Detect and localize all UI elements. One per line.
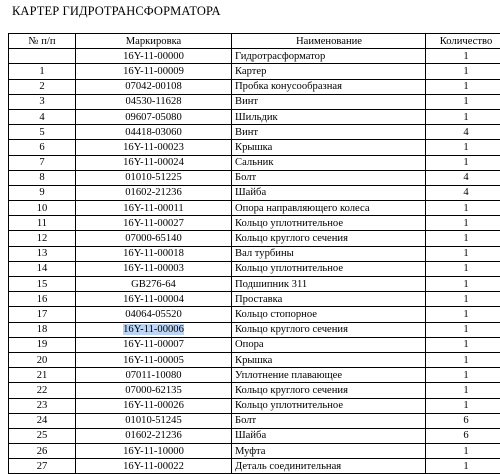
quantity-cell: 1 <box>426 155 500 170</box>
row-number-cell: 2 <box>9 79 76 94</box>
table-row <box>9 109 500 124</box>
name-cell: Гидротрасформатор <box>232 49 426 64</box>
quantity-cell: 1 <box>426 79 500 94</box>
row-number-cell: 24 <box>9 413 76 428</box>
quantity-cell: 1 <box>426 231 500 246</box>
table-row <box>9 459 500 474</box>
marking-cell: 16Y-11-00011 <box>76 201 232 216</box>
table-row <box>9 140 500 155</box>
row-number-cell: 5 <box>9 125 76 140</box>
row-number-cell: 6 <box>9 140 76 155</box>
table-row <box>9 185 500 200</box>
row-number-cell: 13 <box>9 246 76 261</box>
quantity-cell: 1 <box>426 277 500 292</box>
table-row <box>9 383 500 398</box>
row-number-cell: 25 <box>9 428 76 443</box>
row-number-cell: 22 <box>9 383 76 398</box>
quantity-cell: 1 <box>426 459 500 474</box>
quantity-cell: 1 <box>426 322 500 337</box>
marking-cell: 04530-11628 <box>76 94 232 109</box>
column-header-number: № п/п <box>9 34 76 49</box>
selected-text-highlight[interactable]: 16Y-11-00006 <box>123 324 184 335</box>
row-number-cell: 23 <box>9 398 76 413</box>
name-cell: Крышка <box>232 352 426 367</box>
marking-cell: 07011-10080 <box>76 368 232 383</box>
name-cell: Проставка <box>232 292 426 307</box>
name-cell: Шильдик <box>232 109 426 124</box>
quantity-cell: 1 <box>426 444 500 459</box>
marking-cell: 07000-62135 <box>76 383 232 398</box>
table-row <box>9 277 500 292</box>
row-number-cell: 8 <box>9 170 76 185</box>
table-row <box>9 307 500 322</box>
row-number-cell: 11 <box>9 216 76 231</box>
quantity-cell: 1 <box>426 109 500 124</box>
quantity-cell: 1 <box>426 140 500 155</box>
row-number-cell: 3 <box>9 94 76 109</box>
row-number-cell: 19 <box>9 337 76 352</box>
table-row <box>9 94 500 109</box>
quantity-cell: 1 <box>426 49 500 64</box>
row-number-cell: 18 <box>9 322 76 337</box>
name-cell: Кольцо стопорное <box>232 307 426 322</box>
table-row <box>9 201 500 216</box>
marking-cell: 16Y-11-00022 <box>76 459 232 474</box>
row-number-cell: 16 <box>9 292 76 307</box>
table-row <box>9 261 500 276</box>
marking-cell <box>76 322 232 337</box>
name-cell: Пробка конусообразная <box>232 79 426 94</box>
table-row <box>9 64 500 79</box>
row-number-cell: 14 <box>9 261 76 276</box>
table-row <box>9 428 500 443</box>
marking-cell: 16Y-11-00000 <box>76 49 232 64</box>
quantity-cell: 1 <box>426 94 500 109</box>
name-cell: Кольцо круглого сечения <box>232 322 426 337</box>
marking-cell: GB276-64 <box>76 277 232 292</box>
column-header-marking: Маркировка <box>76 34 232 49</box>
marking-cell: 01010-51245 <box>76 413 232 428</box>
marking-cell: 16Y-11-10000 <box>76 444 232 459</box>
name-cell: Болт <box>232 413 426 428</box>
quantity-cell: 1 <box>426 398 500 413</box>
name-cell: Кольцо уплотнительное <box>232 398 426 413</box>
row-number-cell: 7 <box>9 155 76 170</box>
row-number-cell: 10 <box>9 201 76 216</box>
quantity-cell: 1 <box>426 64 500 79</box>
name-cell: Кольцо уплотнительное <box>232 261 426 276</box>
name-cell: Уплотнение плавающее <box>232 368 426 383</box>
quantity-cell: 1 <box>426 216 500 231</box>
marking-cell: 01602-21236 <box>76 428 232 443</box>
row-number-cell: 26 <box>9 444 76 459</box>
table-row <box>9 337 500 352</box>
table-row <box>9 155 500 170</box>
table-body <box>9 49 500 474</box>
name-cell: Винт <box>232 125 426 140</box>
table-row <box>9 170 500 185</box>
marking-cell: 01010-51225 <box>76 170 232 185</box>
marking-cell: 16Y-11-00023 <box>76 140 232 155</box>
name-cell: Картер <box>232 64 426 79</box>
name-cell: Шайба <box>232 428 426 443</box>
table-row <box>9 444 500 459</box>
marking-cell: 16Y-11-00005 <box>76 352 232 367</box>
document-title: КАРТЕР ГИДРОТРАНСФОРМАТОРА <box>12 4 221 19</box>
table-row <box>9 246 500 261</box>
parts-table <box>8 33 500 474</box>
column-header-name: Наименование <box>232 34 426 49</box>
row-number-cell: 20 <box>9 352 76 367</box>
row-number-cell: 12 <box>9 231 76 246</box>
row-number-cell: 21 <box>9 368 76 383</box>
name-cell: Болт <box>232 170 426 185</box>
quantity-cell: 1 <box>426 246 500 261</box>
marking-cell: 07042-00108 <box>76 79 232 94</box>
name-cell: Кольцо круглого сечения <box>232 383 426 398</box>
table-row <box>9 292 500 307</box>
table-row <box>9 398 500 413</box>
quantity-cell: 1 <box>426 352 500 367</box>
marking-cell: 04064-05520 <box>76 307 232 322</box>
row-number-cell: 17 <box>9 307 76 322</box>
table-row <box>9 231 500 246</box>
marking-cell: 16Y-11-00004 <box>76 292 232 307</box>
table-row <box>9 216 500 231</box>
table-row <box>9 368 500 383</box>
name-cell: Подшипник 311 <box>232 277 426 292</box>
marking-cell: 16Y-11-00026 <box>76 398 232 413</box>
name-cell: Сальник <box>232 155 426 170</box>
marking-cell: 16Y-11-00018 <box>76 246 232 261</box>
quantity-cell: 6 <box>426 413 500 428</box>
name-cell: Деталь соединительная <box>232 459 426 474</box>
row-number-cell <box>9 49 76 64</box>
quantity-cell: 6 <box>426 428 500 443</box>
name-cell: Крышка <box>232 140 426 155</box>
marking-cell: 01602-21236 <box>76 185 232 200</box>
table-header-row <box>9 34 500 49</box>
marking-cell: 16Y-11-00007 <box>76 337 232 352</box>
name-cell: Опора <box>232 337 426 352</box>
table-row <box>9 79 500 94</box>
name-cell: Винт <box>232 94 426 109</box>
name-cell: Муфта <box>232 444 426 459</box>
quantity-cell: 1 <box>426 201 500 216</box>
row-number-cell: 27 <box>9 459 76 474</box>
row-number-cell: 9 <box>9 185 76 200</box>
quantity-cell: 1 <box>426 307 500 322</box>
row-number-cell: 4 <box>9 109 76 124</box>
quantity-cell: 1 <box>426 292 500 307</box>
quantity-cell: 1 <box>426 383 500 398</box>
quantity-cell: 4 <box>426 185 500 200</box>
table-row <box>9 322 500 337</box>
marking-cell: 07000-65140 <box>76 231 232 246</box>
marking-cell: 04418-03060 <box>76 125 232 140</box>
name-cell: Шайба <box>232 185 426 200</box>
table-row <box>9 49 500 64</box>
name-cell: Вал турбины <box>232 246 426 261</box>
quantity-cell: 1 <box>426 261 500 276</box>
table-row <box>9 413 500 428</box>
table-row <box>9 352 500 367</box>
marking-cell: 16Y-11-00009 <box>76 64 232 79</box>
row-number-cell: 1 <box>9 64 76 79</box>
marking-cell: 16Y-11-00027 <box>76 216 232 231</box>
name-cell: Опора направляющего колеса <box>232 201 426 216</box>
row-number-cell: 15 <box>9 277 76 292</box>
name-cell: Кольцо круглого сечения <box>232 231 426 246</box>
quantity-cell: 1 <box>426 337 500 352</box>
quantity-cell: 4 <box>426 125 500 140</box>
table-row <box>9 125 500 140</box>
marking-cell: 09607-05080 <box>76 109 232 124</box>
quantity-cell: 1 <box>426 368 500 383</box>
quantity-cell: 4 <box>426 170 500 185</box>
name-cell: Кольцо уплотнительное <box>232 216 426 231</box>
marking-cell: 16Y-11-00003 <box>76 261 232 276</box>
marking-cell: 16Y-11-00024 <box>76 155 232 170</box>
column-header-quantity: Количество <box>426 34 500 49</box>
